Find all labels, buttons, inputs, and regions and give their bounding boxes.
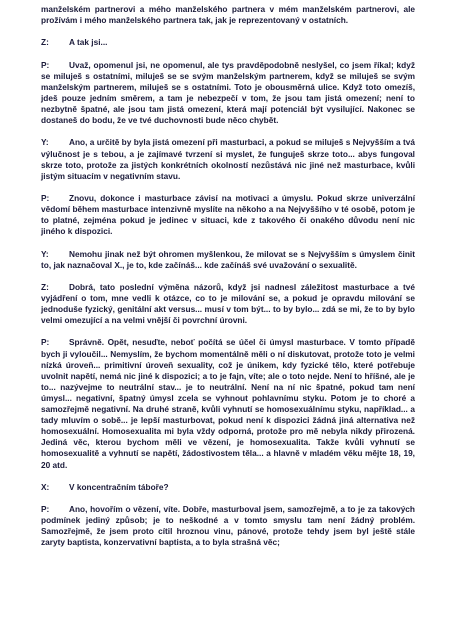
paragraph-5 [41,193,415,237]
paragraph-text: Ano, hovořím o vězení, víte. Dobře, masturboval jsem, samozřejmě, a to je za takových podmínek jediný způsob; je to neškodné a v tomto smyslu tam není žádný problém. Samozřejmě, že jsem proto cítil hroznou vinu, pánové, protože tehdy jsem byl ještě stále zaryty baptista, konzervativní baptista, a to byla strašná věc; [41,504,415,548]
paragraph-text: manželském partnerovi a mého manželského partnera v mém manželském partnerovi, ale prožívám i mého manželského partnera tak, jak je reprezentovaný v ostatních. [41,4,415,26]
paragraph-text: Uvaž, opomenul jsi, ne opomenul, ale tys pravděpodobně neslyšel, co jsem říkal; když se miluješ s ostatními, miluješ se se svým manželským partnerem, když se miluješ se svým manželským partnerem, miluješ se s ostatními. Toto je obousměrná ulice. Když toto omezíš, jdeš pouze jedním směrem, a tam je nebezpečí v tom, že jsou tam jistá omezení; není to nezbytně špatné, ale jsou tam jistá omezení, která mají potenciál být vysilující. Nakonec se dostaneš do bodu, že ve tvé duchovnosti bude něco chybět. [41,59,415,126]
paragraph-6 [41,249,415,271]
speaker-label: P: [41,59,50,70]
paragraph-8 [41,337,415,470]
speaker-label: P: [41,504,50,515]
paragraph-text: Nemohu jinak než být ohromen myšlenkou, že milovat se s Nejvyšším s úmyslem činit to, jak naznačoval X., je to, kde začínáš... kde začínáš své uvažování o sexualitě. [41,248,415,270]
speaker-label: Z: [41,37,49,48]
paragraph-7 [41,282,415,326]
paragraph-text: A tak jsi... [69,37,108,48]
paragraph-10 [41,504,415,548]
paragraph-1 [41,4,415,26]
speaker-label: Y: [41,137,49,148]
paragraph-4 [41,137,415,181]
document-body [41,4,415,560]
paragraph-2 [41,37,415,48]
speaker-label: P: [41,192,50,203]
paragraph-text: V koncentračním táboře? [69,481,169,492]
speaker-label: Y: [41,248,49,259]
paragraph-text: Správně. Opět, nesuďte, neboť počítá se účel či úmysl masturbace. V tomto případě bych ji vyloučil... Nemyslím, že bychom momentálně měli o ní diskutovat, protože toto je velmi nízká úroveň... primitivní úroveň sexuality, což je únikem, kdy fyzické tělo, které potřebuje uvolnit napětí, nemá nic jiné k dispozici; a to je fajn, víte; ale o toto nejde. Není to hříšné, ale je to... nazývejme to neutrální stav... je to neutrální. Není na ní nic špatné, pokud tam není úmysl... negativní, špatný úmysl zcela se vyhnout pohlavnímu styku. Potom je to choré a samozřejmě negativní. Na druhé straně, kvůli vyhnutí se homosexuálnímu styku, například... a tady mluvím o sobě... je lepší masturbovat, pokud není k dispozici žádná jiná alternativa než homosexuální. Homosexualita mi byla vždy odporná, protože pro mě nebyla nikdy přirozená. Jediná věc, kterou bychom měli ve vězení, je homosexualita. Takže kvůli vyhnutí se homosexualitě a vyhnutí se napětí, žádostivostem těla... a hlavně v mladém věku mějte 18, 19, 20 atd. [41,337,415,470]
speaker-label: Z: [41,281,49,292]
speaker-label: X: [41,481,50,492]
speaker-label: P: [41,337,50,348]
paragraph-text: Dobrá, tato poslední výměna názorů, když jsi nadnesl záležitost masturbace a tvé vyjádření o tom, mne vedli k otázce, co to je milování se, a pokud je opravdu milování se jednoduše fyzický, genitální akt versus... musí v tom být... to by bylo... zdá se mi, že to by bylo velmi omezující a na velmi vnější či povrchní úrovni. [41,281,415,326]
paragraph-text: Znovu, dokonce i masturbace závisí na motivaci a úmyslu. Pokud skrze univerzální vědomí během masturbace intenzivně myslíte na někoho a na Nejvyššího v té osobě, potom je to platné, zejména pokud je jedinec v situaci, kde z takového či onakého důvodu není nic jiného k dispozici. [41,192,415,237]
paragraph-3 [41,60,415,127]
paragraph-text: Ano, a určitě by byla jistá omezení při masturbaci, a pokud se miluješ s Nejvyšším a tvá výlučnost je s tebou, a je zajímavé tvrzení si myslet, že funguješ skrze toto... abys fungoval skrze toto, protože za jistých konkrétních okolností nezůstává nic jiné než masturbace, kvůli jistým situacím v negativním stavu. [41,137,415,181]
paragraph-9 [41,482,415,493]
